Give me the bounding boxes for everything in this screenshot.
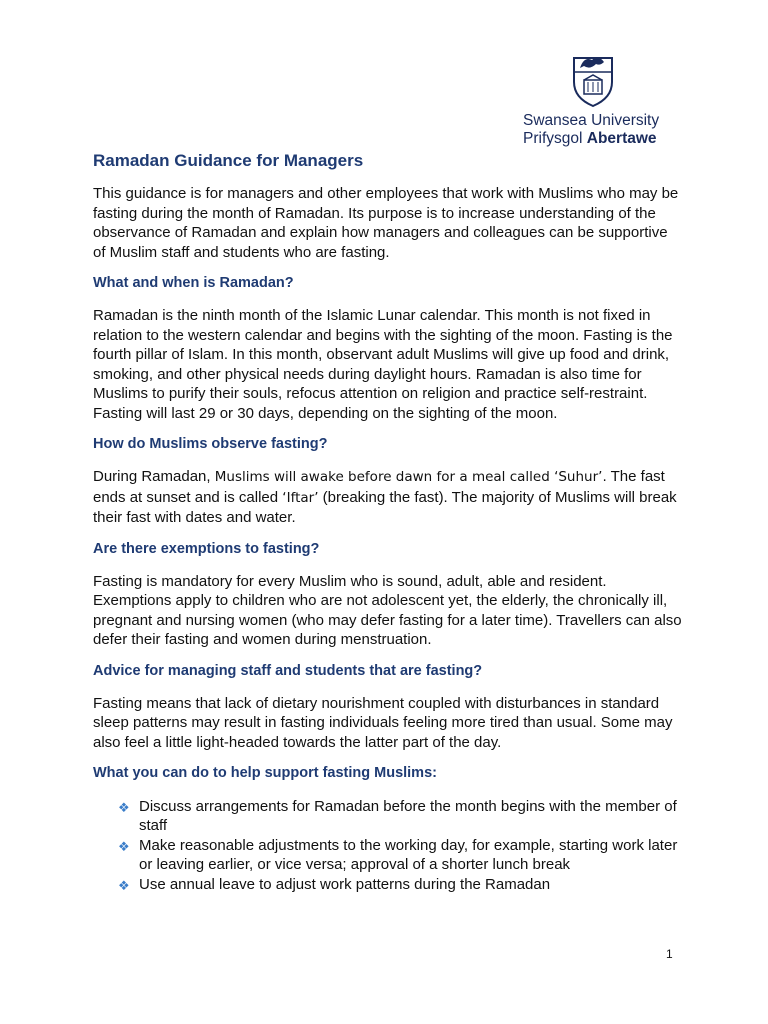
diamond-bullet-icon: ❖ — [118, 878, 130, 893]
paragraph-exemptions: Fasting is mandatory for every Muslim who is sound, adult, able and resident. Exemptions apply to children who are not adolescent yet, the elderly, the chronically ill, pregnant and nursing women (who may defer fasting for a later time). Travellers can also defer their fasting and women during menstruation. — [93, 572, 682, 648]
university-logo — [520, 50, 670, 150]
document-body — [93, 150, 683, 895]
list-item: ❖ Use annual leave to adjust work patterns during the Ramadan — [118, 876, 551, 893]
heading-advice: Advice for managing staff and students that are fasting? — [93, 662, 483, 679]
heading-observe: How do Muslims observe fasting? — [93, 436, 328, 452]
paragraph-what-when: Ramadan is the ninth month of the Islamic Lunar calendar. This month is not fixed in relation to the western calendar and begins with the sighting of the moon. Fasting is the fourth pillar of Islam. In this month, observant adult Muslims will give up food and drink, smoking, and other physical needs during daylight hours. Ramadan is also time for Muslims to purify their souls, refocus attention on religion and practice self-restraint. Fasting will last 29 or 30 days, depending on the sighting of the moon. — [93, 307, 673, 422]
diamond-bullet-icon: ❖ — [118, 800, 130, 815]
paragraph-observe: During Ramadan, Muslims will awake before dawn for a meal called ‘Suhur’. The fast ends at sunset and is called ‘Iftar’ (breaking the fast). The majority of Muslims will break their fast with dates and water. — [93, 468, 677, 526]
page-title: Ramadan Guidance for Managers — [93, 151, 364, 170]
university-name-welsh: Prifysgol Abertawe — [523, 130, 657, 147]
list-item: ❖ Make reasonable adjustments to the working day, for example, starting work later or leaving earlier, or vice versa; approval of a shorter lunch break — [118, 837, 678, 873]
page-number: 1 — [666, 947, 673, 961]
university-name-english: Swansea University — [523, 112, 660, 129]
list-item: ❖ Discuss arrangements for Ramadan before the month begins with the member of staff — [118, 798, 677, 834]
diamond-bullet-icon: ❖ — [118, 839, 130, 854]
support-list — [93, 797, 683, 894]
heading-support: What you can do to help support fasting Muslims: — [93, 765, 437, 781]
paragraph-advice: Fasting means that lack of dietary nourishment coupled with disturbances in standard sleep patterns may result in fasting individuals feeling more tired than usual. Some may also feel a little light-headed towards the latter part of the day. — [93, 694, 673, 751]
intro-paragraph: This guidance is for managers and other employees that work with Muslims who may be fasting during the month of Ramadan. Its purpose is to increase understanding of the observance of Ramadan and explain how managers and colleagues can be supportive of Muslim staff and students who are fasting. — [93, 185, 679, 261]
heading-what-when: What and when is Ramadan? — [93, 275, 294, 291]
crest-icon — [570, 50, 616, 108]
heading-exemptions: Are there exemptions to fasting? — [93, 540, 320, 557]
